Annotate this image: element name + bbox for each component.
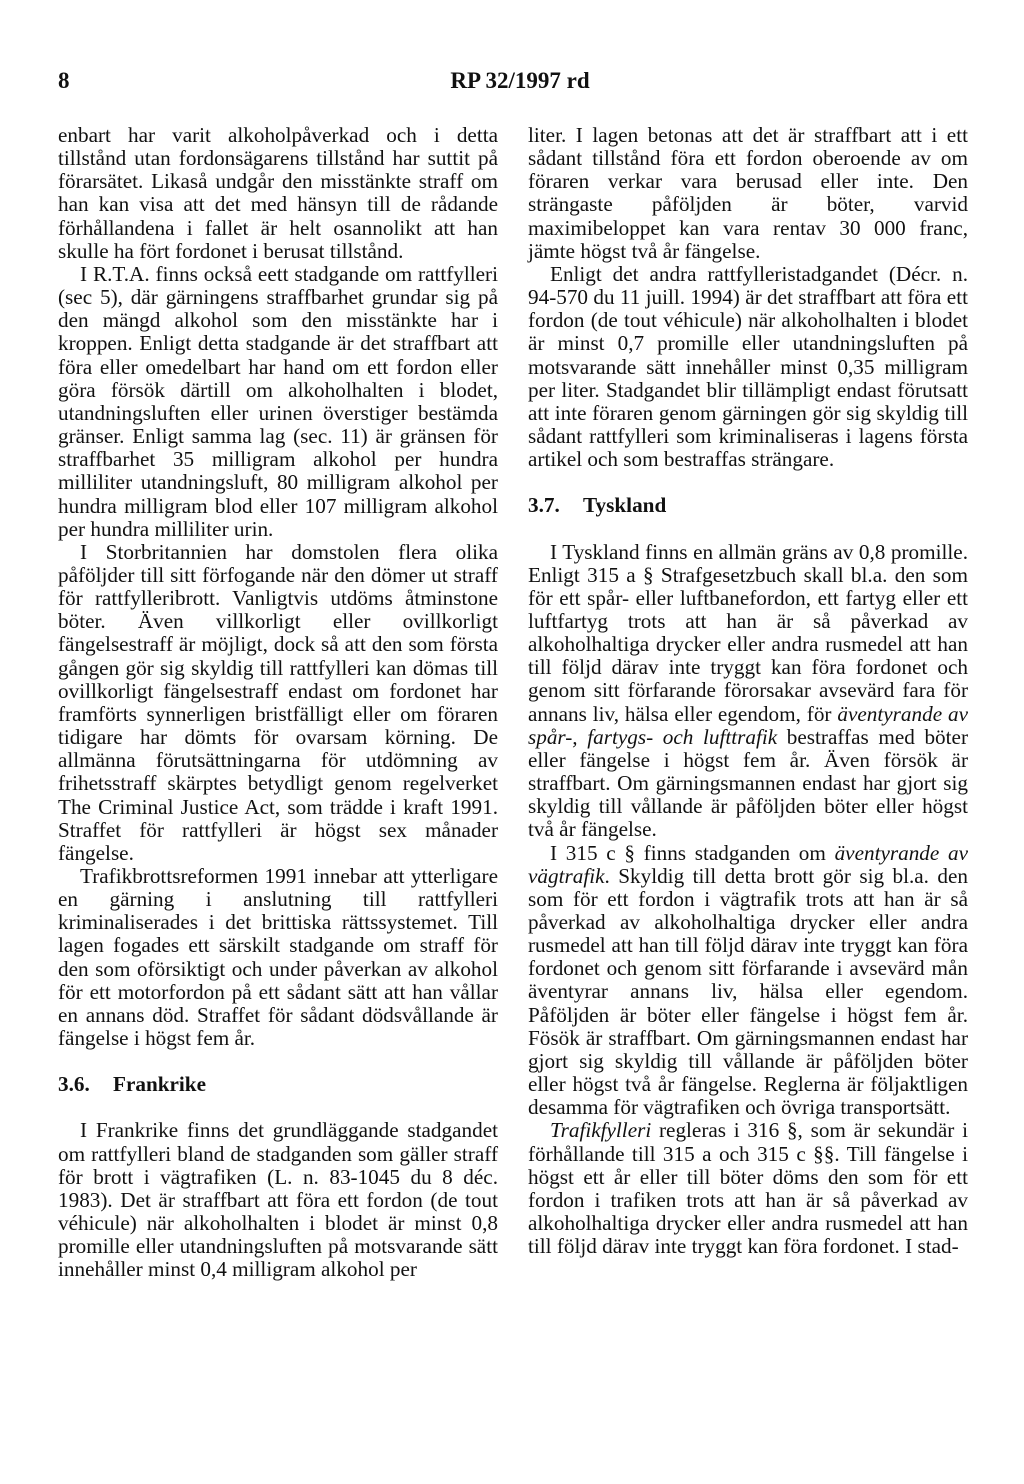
section-number: 3.7. xyxy=(528,493,560,518)
paragraph xyxy=(528,842,968,1120)
paragraph: I Storbritannien har domstolen flera olika påföljder till sitt förfogande när den dömer ut straff för rattfylleribrott. Vanligtvis utdöms åtminstone böter. Även villkorligt eller ovillkorligt fängelsestraff är möjligt, dock så att den som första gången gör sig skyldig till rattfylleri kan dömas till ovillkorligt fängelsestraff endast om fordonet har framförts synnerligen bristfälligt eller om föraren tidigare har dömts för ovarsam körning. De allmänna förutsättningarna för utdömning av frihetsstraff skärptes betydligt genom regelverket The Criminal Justice Act, som trädde i kraft 1991. Straffet för rattfylleri är högst sex månader fängelse. xyxy=(58,539,498,865)
paragraph: I Frankrike finns det grundläggande stadgandet om rattfylleri bland de stadganden som gäller straff för brott i vägtrafiken (L. n. 83-1045 du 8 déc. 1983). Det är straffbart att föra ett fordon (de tout véhicule) när alkoholhalten i blodet är minst 0,8 promille eller utandningsluften på motsvarande sätt innehåller minst 0,4 milligram alkohol per xyxy=(58,1118,498,1282)
text-run: I 315 c § finns stadganden om xyxy=(550,840,826,865)
text-run: bestraffas med böter eller fängelse i högst fem år. Även försök är straffbart. Om gärningsmannen endast har gjort sig skyldig till vållande är påföljden böter eller högst två år fängelse. xyxy=(528,724,968,842)
italic-term: Trafikfylleri xyxy=(550,1118,652,1143)
section-heading xyxy=(58,1073,498,1096)
text-run: regleras i 316 §, som är sekundär i förhållande till 315 a och 315 c §§. Till fängelse i högst ett år eller till böter döms den som för ett fordon i trafiken trots att han är så påverkad av alkoholhaltiga drycker eller andra rusmedel att han till följd därav inte tryggt kan föra fordonet. I stad- xyxy=(528,1118,968,1259)
italic-term: äventyrande av vägtrafik xyxy=(528,840,969,888)
paragraph: I R.T.A. finns också eett stadgande om rattfylleri (sec 5), där gärningens straffbarhet grundar sig på den mängd alkohol som den misstänkte har i kroppen. Enligt detta stadgande är det straffbart att föra eller omedelbart har hand om ett fordon eller göra försök därtill om alkoholhalten i blodet, utandningsluften eller urinen överstiger bestämda gränser. Enligt samma lag (sec. 11) är gränsen för straffbarhet 35 milligram alkohol per hundra milliliter utandningsluft, 80 milligram alkohol per hundra milligram blod eller 107 milligram alkohol per hundra milliliter urin. xyxy=(58,261,498,541)
text-run: I Tyskland finns en allmän gräns av 0,8 promille. Enligt 315 a § Strafgesetzbuch skall bl.a. den som för ett spår- eller luftbanefordon, ett fartyg eller ett luftfartyg trots att han är så påverkad av alkoholhaltiga drycker eller andra rusmedel att han till följd därav inte tryggt kan föra fordonet och genom sitt förfarande förorsakar avsevärd fara för annans liv, hälsa eller egendom, för xyxy=(528,539,968,726)
paragraph xyxy=(528,541,968,842)
paragraph: Trafikbrottsreformen 1991 innebar att ytterligare en gärning i anslutning till rattfylleri kriminaliserades i det brittiska rättssystemet. Till lagen fogades ett särskilt stadgande om straff för den som oförsiktigt och under påverkan av alkohol för ett motorfordon på ett sådant sätt att han vållar en annans död. Straffet för sådant dödsvållande är fängelse i högst fem år. xyxy=(58,864,498,1051)
paragraph xyxy=(528,1119,968,1258)
section-number: 3.6. xyxy=(58,1072,90,1097)
page-number: 8 xyxy=(58,68,70,93)
section-heading xyxy=(528,494,968,517)
section-title: Tyskland xyxy=(583,493,667,518)
text-run: . Skyldig till detta brott gör sig bl.a. den som för ett fordon i vägtrafik trots att han är så påverkad av alkoholhaltiga drycker eller andra rusmedel att han till följd därav inte tryggt kan föra fordonet och genom sitt förfarande i avsevärd mån äventyrar annans liv, hälsa eller egendom. Påföljden är böter eller fängelse i högst fem år. Fösök är straffbart. Om gärningsmannen endast har gjort sig skyldig till vållande är påföljden böter eller högst två år fängelse. Reglerna är följaktligen desamma för vägtrafiken och övriga transportsätt. xyxy=(528,863,968,1120)
paragraph: liter. I lagen betonas att det är straffbart att i ett sådant tillstånd föra ett fordon oberoende av om föraren verkar vara berusad eller inte. Den strängaste påföljden är böter, varvid maximibeloppet kan vara rentav 30 000 franc, jämte högst två år fängelse. xyxy=(528,123,968,263)
paragraph: Enligt det andra rattfylleristadgandet (Décr. n. 94-570 du 11 juill. 1994) är det straffbart att föra ett fordon (de tout véhicule) när alkoholhalten i blodet är minst 0,7 promille eller utandningsluften på motsvarande sätt innehåller minst 0,35 milligram per liter. Stadgandet blir tillämpligt endast förutsatt att inte föraren genom gärningen gör sig skyldig till sådant rattfylleri som kriminaliseras i lagens första artikel och som bestraffas strängare. xyxy=(528,261,968,472)
left-column xyxy=(58,124,498,1282)
paragraph: enbart har varit alkoholpåverkad och i detta tillstånd utan fordonsägarens tillstånd har suttit på förarsätet. Likaså undgår den misstänkte straff om han kan visa att det med hänsyn till de rådande förhållandena i fallet är helt osannolikt att han skulle ha fört fordonet i berusat tillstånd. xyxy=(58,123,498,263)
section-title: Frankrike xyxy=(113,1072,206,1097)
running-header: RP 32/1997 rd xyxy=(450,68,590,93)
right-column xyxy=(528,124,968,1258)
italic-term: äventyrande av spår-, fartygs- och lufttrafik xyxy=(528,701,968,749)
